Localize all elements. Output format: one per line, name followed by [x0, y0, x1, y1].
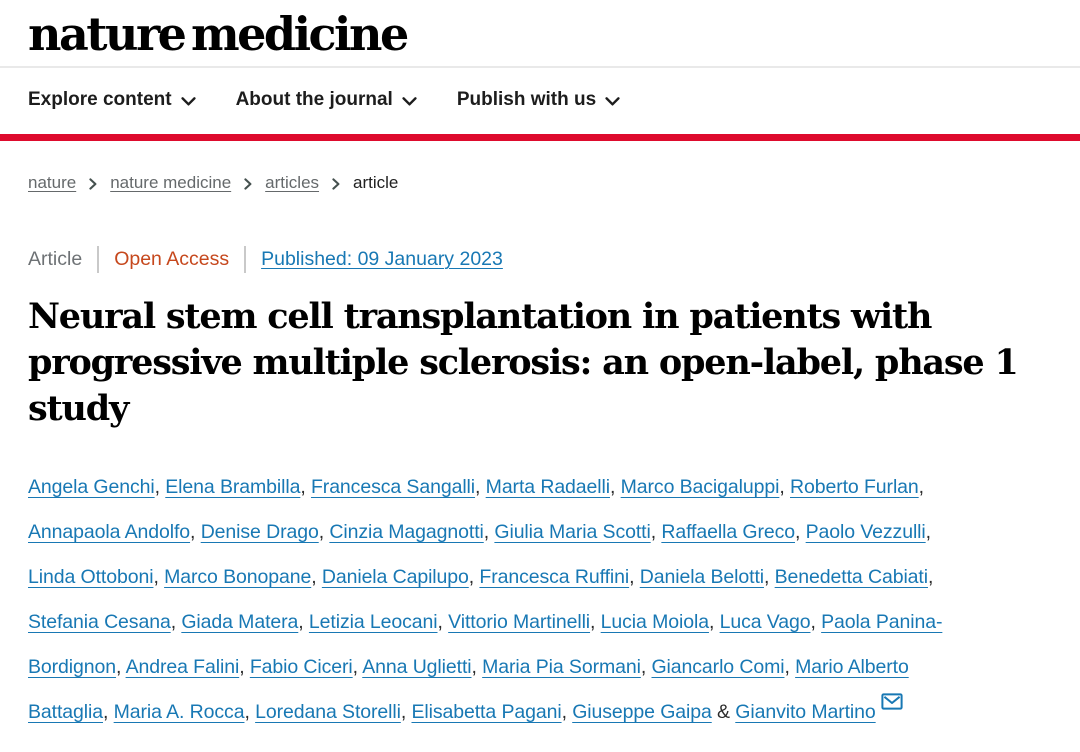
author-link-marco-bacigaluppi[interactable]: Marco Bacigaluppi — [620, 476, 780, 498]
open-access-label: Open Access — [114, 248, 230, 270]
author-ampersand: & — [711, 701, 736, 723]
author-separator: , — [708, 611, 720, 633]
breadcrumb-item-article: article — [353, 173, 399, 192]
nav-item-explore-content[interactable] — [28, 89, 196, 111]
author-separator: , — [927, 566, 934, 588]
breadcrumb — [28, 173, 1052, 193]
author-separator: , — [239, 656, 250, 678]
author-link-daniela-capilupo[interactable]: Daniela Capilupo — [321, 566, 469, 588]
main-nav — [0, 68, 1080, 134]
author-link-maria-pia-sormani[interactable]: Maria Pia Sormani — [482, 656, 641, 678]
author-separator: , — [650, 521, 662, 543]
author-link-annapaola-andolfo[interactable]: Annapaola Andolfo — [28, 521, 191, 543]
author-list — [28, 465, 1052, 735]
author-separator: , — [640, 656, 652, 678]
chevron-down-icon — [402, 97, 417, 106]
author-link-letizia-leocani[interactable]: Letizia Leocani — [308, 611, 438, 633]
author-link-roberto-furlan[interactable]: Roberto Furlan — [790, 476, 919, 498]
article-main — [0, 173, 1080, 735]
author-separator: , — [103, 701, 114, 723]
chevron-down-icon — [605, 97, 620, 106]
article-title-line: Neural stem cell transplantation in patients with — [28, 296, 932, 337]
author-separator: , — [779, 476, 790, 498]
author-link-denise-drago[interactable]: Denise Drago — [200, 521, 319, 543]
author-link-marco-bonopane[interactable]: Marco Bonopane — [164, 566, 312, 588]
author-link-andrea-falini[interactable]: Andrea Falini — [125, 656, 240, 678]
author-link-giancarlo-comi[interactable]: Giancarlo Comi — [651, 656, 785, 678]
author-line — [28, 690, 1052, 735]
breadcrumb-item-nature-medicine[interactable]: nature medicine — [110, 173, 232, 192]
author-line — [28, 555, 1052, 600]
author-link-francesca-sangalli[interactable]: Francesca Sangalli — [310, 476, 476, 498]
author-separator: , — [311, 566, 322, 588]
author-line — [28, 510, 1052, 555]
author-separator: , — [352, 656, 363, 678]
author-separator: , — [629, 566, 640, 588]
author-separator: , — [610, 476, 621, 498]
author-link-maria-a-rocca[interactable]: Maria A. Rocca — [113, 701, 245, 723]
author-separator: , — [318, 521, 330, 543]
author-separator: , — [918, 476, 924, 498]
author-link-anna-uglietti[interactable]: Anna Uglietti — [362, 656, 472, 678]
author-link-marta-radaelli[interactable]: Marta Radaelli — [485, 476, 610, 498]
author-link-elena-brambilla[interactable]: Elena Brambilla — [165, 476, 301, 498]
author-separator: , — [298, 611, 309, 633]
nav-item-label: About the journal — [235, 89, 393, 110]
nav-item-label: Explore content — [28, 89, 172, 110]
journal-logo[interactable]: nature medicine — [28, 7, 407, 61]
author-separator: , — [471, 656, 483, 678]
chevron-right-icon — [244, 178, 252, 190]
author-link-raffaella-greco[interactable]: Raffaella Greco — [661, 521, 795, 543]
author-separator: , — [437, 611, 449, 633]
article-title-line: study — [28, 388, 129, 429]
breadcrumb-separator — [89, 178, 97, 190]
author-link-stefania-cesana[interactable]: Stefania Cesana — [28, 611, 171, 633]
author-link-gianvito-martino[interactable]: Gianvito Martino — [735, 701, 876, 723]
author-link-loredana-storelli[interactable]: Loredana Storelli — [255, 701, 401, 723]
author-link-daniela-belotti[interactable]: Daniela Belotti — [639, 566, 764, 588]
nav-item-about-the-journal[interactable] — [236, 89, 417, 111]
breadcrumb-separator — [332, 178, 340, 190]
author-separator: , — [590, 611, 601, 633]
author-separator: , — [116, 656, 126, 678]
author-link-giada-matera[interactable]: Giada Matera — [181, 611, 299, 633]
published-date-link[interactable]: Published: 09 January 2023 — [261, 248, 503, 270]
author-link-angela-genchi[interactable]: Angela Genchi — [28, 476, 155, 498]
breadcrumb-separator — [244, 178, 252, 190]
breadcrumb-item-nature[interactable]: nature — [28, 173, 77, 192]
author-separator: , — [468, 566, 480, 588]
author-link-cinzia-magagnotti[interactable]: Cinzia Magagnotti — [329, 521, 484, 543]
author-separator: , — [400, 701, 412, 723]
brand-red-bar — [0, 134, 1080, 141]
chevron-right-icon — [332, 178, 340, 190]
author-separator: , — [154, 476, 166, 498]
author-link-mario-alberto[interactable]: Mario Alberto — [795, 656, 909, 678]
article-title-line: progressive multiple sclerosis: an open-label, phase 1 — [28, 342, 1018, 383]
author-separator: , — [784, 656, 796, 678]
chevron-down-icon — [181, 97, 196, 106]
breadcrumb-item-articles[interactable]: articles — [265, 173, 320, 192]
author-link-vittorio-martinelli[interactable]: Vittorio Martinelli — [448, 611, 591, 633]
logo-row — [0, 0, 1080, 66]
author-link-giulia-maria-scotti[interactable]: Giulia Maria Scotti — [494, 521, 651, 543]
author-separator: , — [561, 701, 573, 723]
meta-separator — [97, 246, 99, 273]
author-separator: , — [170, 611, 182, 633]
author-separator: , — [475, 476, 486, 498]
author-separator: , — [795, 521, 806, 543]
author-line — [28, 465, 1052, 510]
nav-item-publish-with-us[interactable] — [457, 89, 620, 111]
author-link-benedetta-cabiati[interactable]: Benedetta Cabiati — [774, 566, 928, 588]
chevron-right-icon — [89, 178, 97, 190]
envelope-icon[interactable] — [881, 682, 903, 727]
author-separator: , — [190, 521, 201, 543]
author-link-linda-ottoboni[interactable]: Linda Ottoboni — [28, 566, 154, 588]
author-separator: , — [300, 476, 311, 498]
nav-item-label: Publish with us — [456, 89, 597, 110]
author-separator: , — [764, 566, 775, 588]
author-separator: , — [925, 521, 931, 543]
author-link-francesca-ruffini[interactable]: Francesca Ruffini — [479, 566, 630, 588]
author-link-paola-panina[interactable]: Paola Panina- — [821, 611, 943, 633]
author-separator: , — [244, 701, 256, 723]
author-link-bordignon[interactable]: Bordignon — [28, 656, 117, 678]
author-link-luca-vago[interactable]: Luca Vago — [719, 611, 811, 633]
author-link-fabio-ciceri[interactable]: Fabio Ciceri — [249, 656, 353, 678]
site-header — [0, 0, 1080, 141]
author-link-lucia-moiola[interactable]: Lucia Moiola — [600, 611, 709, 633]
author-separator: , — [483, 521, 495, 543]
article-title — [28, 294, 1052, 432]
meta-separator — [244, 246, 246, 273]
author-link-elisabetta-pagani[interactable]: Elisabetta Pagani — [411, 701, 562, 723]
article-type-label: Article — [28, 248, 83, 270]
author-separator: , — [810, 611, 822, 633]
author-link-paolo-vezzulli[interactable]: Paolo Vezzulli — [805, 521, 926, 543]
author-link-giuseppe-gaipa[interactable]: Giuseppe Gaipa — [572, 701, 712, 723]
author-link-battaglia[interactable]: Battaglia — [28, 701, 103, 723]
article-meta-row — [28, 246, 1052, 273]
author-line — [28, 600, 1052, 645]
author-separator: , — [153, 566, 165, 588]
